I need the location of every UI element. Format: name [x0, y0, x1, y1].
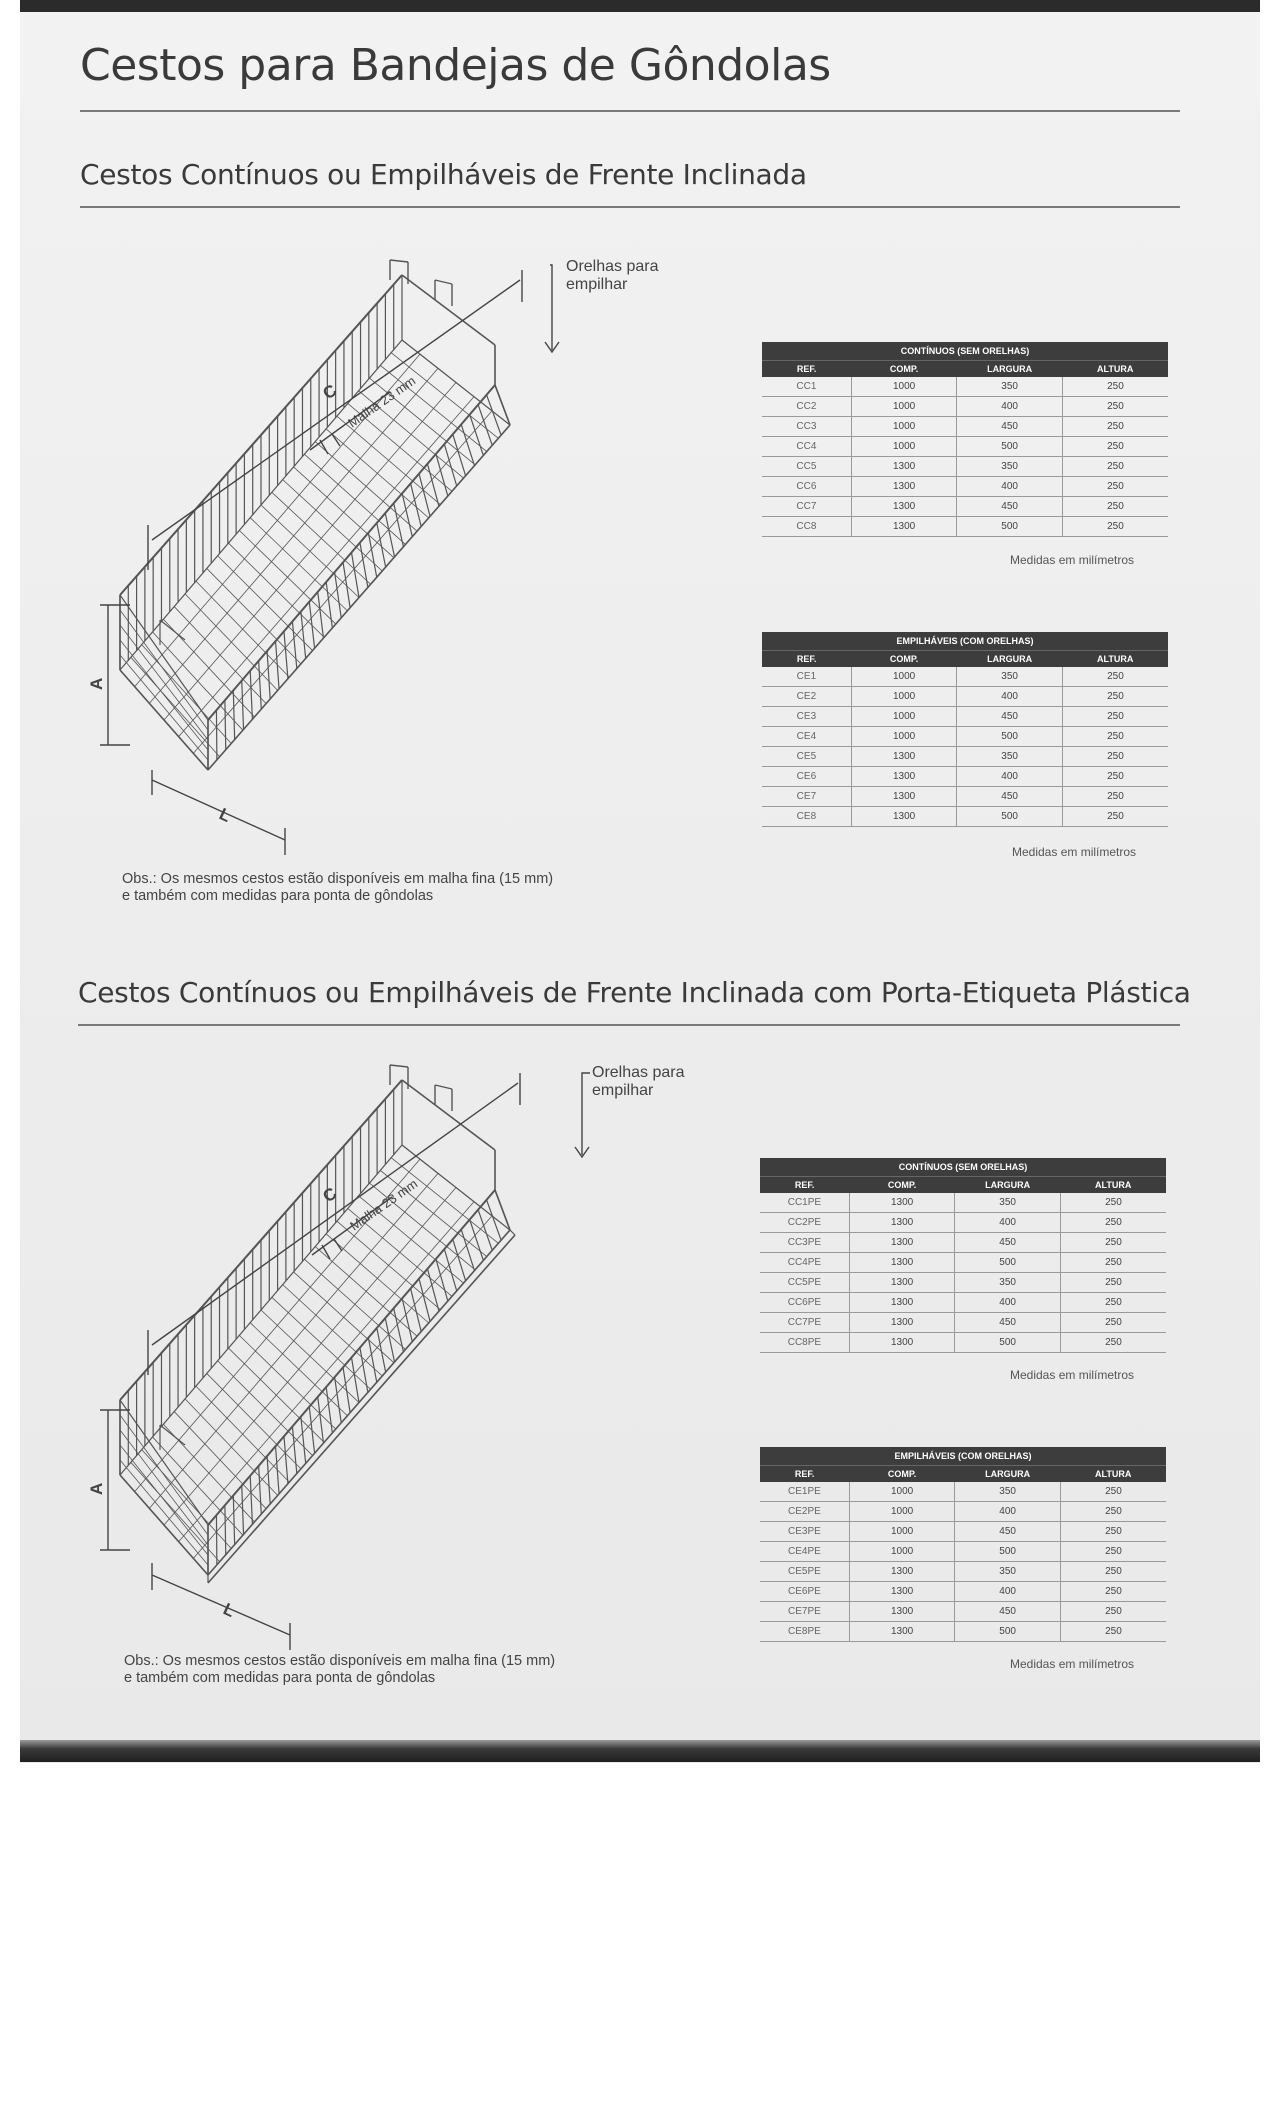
table-cell: 1300 — [849, 1193, 955, 1213]
table-row — [760, 1253, 1166, 1273]
table-cell: 250 — [1062, 397, 1168, 417]
table-cell: CE6 — [762, 767, 851, 787]
table-cell: 400 — [957, 397, 1063, 417]
section-2-title: Cestos Contínuos ou Empilháveis de Frente Inclinada com Porta-Etiqueta Plástica — [78, 976, 1191, 1009]
spec-table-stackable-2 — [760, 1447, 1166, 1642]
table-cell: 250 — [1060, 1502, 1166, 1522]
column-header: LARGURA — [957, 651, 1063, 668]
table-cell: 450 — [955, 1233, 1061, 1253]
table-row — [760, 1273, 1166, 1293]
table-cell: 1000 — [849, 1542, 955, 1562]
table-cell: 250 — [1062, 477, 1168, 497]
spec-table-continuous-1 — [762, 342, 1168, 537]
table-cell: CE1PE — [760, 1482, 849, 1502]
table-cell: 1000 — [851, 397, 957, 417]
table-cell: 250 — [1062, 807, 1168, 827]
column-header: ALTURA — [1060, 1177, 1166, 1194]
table-cell: 1000 — [851, 417, 957, 437]
table-cell: 500 — [957, 437, 1063, 457]
column-header: ALTURA — [1062, 361, 1168, 378]
table-row — [760, 1562, 1166, 1582]
table-cell: 1300 — [849, 1213, 955, 1233]
table-cell: 1300 — [851, 767, 957, 787]
table-row — [760, 1622, 1166, 1642]
table-cell: 1300 — [849, 1582, 955, 1602]
table-heading: CONTÍNUOS (SEM ORELHAS) — [762, 342, 1168, 361]
table-row — [762, 807, 1168, 827]
table-cell: 250 — [1062, 687, 1168, 707]
table-cell: CC4 — [762, 437, 851, 457]
column-header: REF. — [762, 361, 851, 378]
table-row — [762, 437, 1168, 457]
table-cell: 250 — [1060, 1622, 1166, 1642]
column-header: COMP. — [849, 1177, 955, 1194]
table-heading: CONTÍNUOS (SEM ORELHAS) — [760, 1158, 1166, 1177]
dim-l-label-2: L — [220, 1599, 238, 1622]
table-cell: 1300 — [849, 1293, 955, 1313]
mesh-label-2: Malha 23 mm — [347, 1176, 421, 1234]
table-row — [762, 457, 1168, 477]
table-row — [760, 1233, 1166, 1253]
table-cell: 450 — [957, 417, 1063, 437]
table-cell: 1000 — [849, 1522, 955, 1542]
column-header: ALTURA — [1060, 1466, 1166, 1483]
table-cell: 1300 — [849, 1602, 955, 1622]
table-cell: CE3PE — [760, 1522, 849, 1542]
table-cell: CC7 — [762, 497, 851, 517]
table-cell: 250 — [1062, 457, 1168, 477]
table-row — [762, 377, 1168, 397]
table-row — [760, 1522, 1166, 1542]
dim-c-label-1: C — [319, 380, 341, 404]
table-cell: 1300 — [849, 1333, 955, 1353]
basket-drawing-1 — [87, 250, 710, 870]
table-cell: 400 — [957, 767, 1063, 787]
table-cell: 1300 — [849, 1253, 955, 1273]
table-cell: 500 — [957, 517, 1063, 537]
table-cell: 1300 — [849, 1562, 955, 1582]
table-cell: 1300 — [849, 1622, 955, 1642]
table-cell: CE5PE — [760, 1562, 849, 1582]
bottom-bar — [20, 1740, 1260, 1762]
table-cell: 1300 — [849, 1313, 955, 1333]
table-cell: 250 — [1062, 727, 1168, 747]
table-cell: 450 — [955, 1522, 1061, 1542]
table-row — [762, 517, 1168, 537]
table-cell: CC5PE — [760, 1273, 849, 1293]
table-cell: 450 — [955, 1313, 1061, 1333]
table-cell: CC1 — [762, 377, 851, 397]
dim-c-label-2: C — [319, 1183, 341, 1207]
table-heading: EMPILHÁVEIS (COM ORELHAS) — [762, 632, 1168, 651]
table-cell: 1000 — [849, 1502, 955, 1522]
table-cell: 450 — [957, 707, 1063, 727]
table-cell: CE5 — [762, 747, 851, 767]
table-cell: 350 — [955, 1273, 1061, 1293]
table-cell: 250 — [1062, 767, 1168, 787]
section-2-note-line-2: e também com medidas para ponta de gôndolas — [124, 1670, 436, 1686]
table-cell: 250 — [1060, 1333, 1166, 1353]
table-cell: CC4PE — [760, 1253, 849, 1273]
table-cell: 250 — [1060, 1273, 1166, 1293]
column-header: REF. — [760, 1466, 849, 1483]
table-cell: 1300 — [851, 517, 957, 537]
units-note: Medidas em milímetros — [1012, 845, 1137, 859]
table-cell: 350 — [957, 457, 1063, 477]
table-cell: CE6PE — [760, 1582, 849, 1602]
dim-a-label-2: A — [87, 1482, 106, 1495]
table-cell: 350 — [955, 1482, 1061, 1502]
units-note: Medidas em milímetros — [1010, 1368, 1135, 1382]
table-cell: 250 — [1062, 437, 1168, 457]
table-row — [760, 1313, 1166, 1333]
table-row — [762, 747, 1168, 767]
table-heading: EMPILHÁVEIS (COM ORELHAS) — [760, 1447, 1166, 1466]
table-cell: 1300 — [849, 1233, 955, 1253]
table-cell: 1300 — [851, 747, 957, 767]
table-cell: 400 — [955, 1293, 1061, 1313]
table-cell: CE3 — [762, 707, 851, 727]
table-cell: 1300 — [851, 477, 957, 497]
table-cell: 250 — [1060, 1542, 1166, 1562]
table-cell: 250 — [1060, 1293, 1166, 1313]
page-title: Cestos para Bandejas de Gôndolas — [80, 40, 831, 91]
table-cell: 1000 — [851, 437, 957, 457]
table-cell: 250 — [1060, 1482, 1166, 1502]
table-cell: CC2PE — [760, 1213, 849, 1233]
table-cell: 250 — [1060, 1233, 1166, 1253]
section-2-divider — [78, 1024, 1180, 1026]
table-cell: 1000 — [851, 687, 957, 707]
table-row — [762, 707, 1168, 727]
column-header: REF. — [760, 1177, 849, 1194]
table-cell: CE4 — [762, 727, 851, 747]
table-cell: CE1 — [762, 667, 851, 687]
table-cell: 350 — [957, 377, 1063, 397]
table-cell: 400 — [955, 1213, 1061, 1233]
table-cell: CC5 — [762, 457, 851, 477]
column-header: LARGURA — [955, 1466, 1061, 1483]
table-row — [760, 1542, 1166, 1562]
table-row — [762, 417, 1168, 437]
table-row — [762, 727, 1168, 747]
table-cell: 1000 — [851, 667, 957, 687]
section-1-note-line-1: Obs.: Os mesmos cestos estão disponíveis em malha fina (15 mm) — [122, 871, 554, 887]
table-row — [762, 787, 1168, 807]
table-cell: 250 — [1062, 787, 1168, 807]
table-row — [760, 1213, 1166, 1233]
table-cell: CE2PE — [760, 1502, 849, 1522]
table-cell: 250 — [1062, 517, 1168, 537]
table-cell: 1300 — [851, 457, 957, 477]
table-cell: CC8PE — [760, 1333, 849, 1353]
table-cell: CC3PE — [760, 1233, 849, 1253]
table-cell: 500 — [955, 1253, 1061, 1273]
table-cell: 250 — [1060, 1313, 1166, 1333]
table-cell: 350 — [957, 667, 1063, 687]
table-cell: 350 — [957, 747, 1063, 767]
table-cell: 250 — [1060, 1562, 1166, 1582]
table-cell: CC3 — [762, 417, 851, 437]
table-row — [762, 667, 1168, 687]
table-cell: 250 — [1060, 1213, 1166, 1233]
table-cell: 250 — [1062, 707, 1168, 727]
table-row — [760, 1333, 1166, 1353]
table-cell: 1000 — [851, 727, 957, 747]
table-cell: 500 — [957, 727, 1063, 747]
table-row — [762, 477, 1168, 497]
table-cell: 500 — [955, 1542, 1061, 1562]
table-cell: 1300 — [851, 497, 957, 517]
basket-drawing-2 — [87, 1055, 730, 1675]
table-cell: 250 — [1062, 377, 1168, 397]
table-cell: CE7PE — [760, 1602, 849, 1622]
table-cell: 500 — [957, 807, 1063, 827]
table-cell: 250 — [1062, 747, 1168, 767]
table-cell: 250 — [1060, 1253, 1166, 1273]
table-cell: CC1PE — [760, 1193, 849, 1213]
table-cell: 250 — [1060, 1193, 1166, 1213]
dim-l-label-1: L — [216, 804, 234, 827]
table-cell: 250 — [1062, 667, 1168, 687]
table-cell: CC6PE — [760, 1293, 849, 1313]
dim-a-label-1: A — [87, 677, 106, 690]
section-2-note-line-1: Obs.: Os mesmos cestos estão disponíveis em malha fina (15 mm) — [124, 1653, 556, 1669]
table-cell: 350 — [955, 1193, 1061, 1213]
column-header: ALTURA — [1062, 651, 1168, 668]
table-cell: 1300 — [851, 787, 957, 807]
table-cell: CC7PE — [760, 1313, 849, 1333]
top-bar — [20, 0, 1260, 12]
spec-table-stackable-1 — [762, 632, 1168, 827]
table-cell: CC8 — [762, 517, 851, 537]
column-header: LARGURA — [955, 1177, 1061, 1194]
table-cell: CE8 — [762, 807, 851, 827]
table-cell: 1300 — [849, 1273, 955, 1293]
table-cell: 250 — [1062, 497, 1168, 517]
units-note: Medidas em milímetros — [1010, 553, 1135, 567]
table-row — [760, 1582, 1166, 1602]
table-cell: CC2 — [762, 397, 851, 417]
table-row — [760, 1602, 1166, 1622]
units-note: Medidas em milímetros — [1010, 1657, 1135, 1671]
table-cell: 450 — [957, 497, 1063, 517]
column-header: COMP. — [851, 651, 957, 668]
table-cell: 1300 — [851, 807, 957, 827]
table-cell: 400 — [957, 687, 1063, 707]
table-row — [760, 1193, 1166, 1213]
table-cell: 400 — [957, 477, 1063, 497]
spec-table-continuous-2 — [760, 1158, 1166, 1353]
table-cell: 400 — [955, 1582, 1061, 1602]
table-cell: CE2 — [762, 687, 851, 707]
table-cell: CE4PE — [760, 1542, 849, 1562]
column-header: REF. — [762, 651, 851, 668]
table-cell: CE7 — [762, 787, 851, 807]
title-divider — [80, 110, 1180, 112]
ears-label-2: Orelhas para empilhar — [592, 1064, 685, 1099]
table-row — [760, 1293, 1166, 1313]
table-row — [760, 1482, 1166, 1502]
table-row — [762, 397, 1168, 417]
table-cell: 1000 — [851, 377, 957, 397]
table-cell: 250 — [1060, 1522, 1166, 1542]
table-cell: 500 — [955, 1622, 1061, 1642]
section-1-divider — [80, 206, 1180, 208]
table-cell: 450 — [957, 787, 1063, 807]
table-row — [762, 497, 1168, 517]
table-cell: CC6 — [762, 477, 851, 497]
table-cell: 450 — [955, 1602, 1061, 1622]
table-cell: 1000 — [851, 707, 957, 727]
section-1-title: Cestos Contínuos ou Empilháveis de Frente Inclinada — [80, 158, 807, 191]
column-header: COMP. — [849, 1466, 955, 1483]
section-1-note-line-2: e também com medidas para ponta de gôndolas — [122, 888, 434, 904]
table-cell: CE8PE — [760, 1622, 849, 1642]
mesh-label-1: Malha 23 mm — [345, 373, 419, 431]
table-cell: 350 — [955, 1562, 1061, 1582]
column-header: COMP. — [851, 361, 957, 378]
table-row — [762, 687, 1168, 707]
table-cell: 250 — [1060, 1582, 1166, 1602]
column-header: LARGURA — [957, 361, 1063, 378]
table-cell: 250 — [1062, 417, 1168, 437]
table-cell: 400 — [955, 1502, 1061, 1522]
table-row — [762, 767, 1168, 787]
table-cell: 250 — [1060, 1602, 1166, 1622]
table-row — [760, 1502, 1166, 1522]
table-cell: 1000 — [849, 1482, 955, 1502]
ears-label-1: Orelhas para empilhar — [566, 258, 659, 293]
table-cell: 500 — [955, 1333, 1061, 1353]
